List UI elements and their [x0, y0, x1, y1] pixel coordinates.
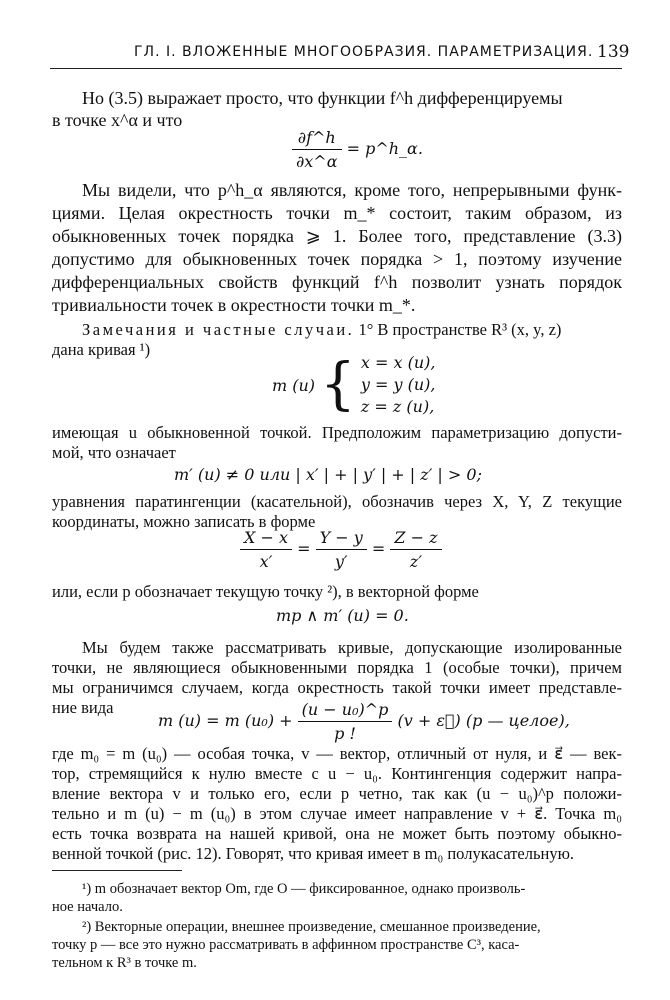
tangent-den-y: y′ [334, 552, 348, 571]
paragraph-7-line-2: тор, стремящийся к нулю вместе с u − u₀. Контингенция содержит напра- [52, 764, 622, 783]
footnote-rule [52, 870, 182, 871]
tangent-fraction-y [316, 528, 367, 571]
formula-vector-tangent: mp ∧ m′ (u) = 0. [276, 606, 409, 625]
paragraph-6-line-2: точки, не являющиеся обыкновенными порядка 1 (особые точки), причем [52, 658, 622, 677]
paragraph-6-line-3: мы ограничимся случаем, когда окрестность такой точки имеет представле- [52, 678, 622, 697]
system-row-y: y = y (u), [360, 375, 436, 394]
paragraph-7-line-5: есть точка возврата на нашей кривой, она не может быть поэтому обыкно- [52, 824, 622, 843]
footnote-2-line-2: точку p — все это нужно рассматривать в аффинном пространстве C³, каса- [52, 937, 520, 953]
chapter-title: ГЛ. I. ВЛОЖЕННЫЕ МНОГООБРАЗИЯ. ПАРАМЕТРИЗАЦИЯ. [134, 44, 594, 60]
footnote-1-line-2: ное начало. [52, 899, 123, 915]
singular-numerator: (u − u₀)^p [298, 700, 393, 722]
header-rule [50, 68, 622, 69]
paragraph-7-line-1: где m₀ = m (u₀) — особая точка, v — вектор, отличный от нуля, и ε⃗ — век- [52, 744, 622, 763]
tangent-fraction-x [240, 528, 292, 571]
paragraph-5-line-1: или, если p обозначает текущую точку ²), в векторной форме [52, 582, 479, 601]
page-number: 139 [597, 42, 630, 62]
tangent-fraction-z [390, 528, 441, 571]
system-row-z: z = z (u), [360, 397, 435, 416]
paragraph-4-line-2: координаты, можно записать в форме [52, 512, 316, 531]
system-rows [361, 352, 436, 418]
paragraph-4-line-1: уравнения паратингенции (касательной), обозначив через X, Y, Z текущие [52, 492, 622, 511]
formula-partial-derivative [292, 128, 423, 171]
paragraph-3-line-2: мой, что означает [52, 443, 176, 462]
remarks-line-1 [82, 320, 622, 340]
tangent-den-z: z′ [409, 552, 422, 571]
paragraph-2-line-6: тривиальности точек в окрестности точки m_*. [52, 295, 416, 315]
singular-rhs: (v + ε⃗) (p — целое), [397, 711, 570, 730]
paragraph-2-line-1: Мы видели, что p^h_α являются, кроме того, непрерывными функ- [82, 180, 622, 200]
formula-parametrization-condition: m′ (u) ≠ 0 или | x′ | + | y′ | + | z′ | > 0; [174, 465, 482, 484]
paragraph-1-line-2: в точке x^α и что [52, 110, 183, 130]
formula-tangent-line [240, 528, 442, 571]
singular-lhs: m (u) = m (u₀) + [158, 711, 293, 730]
paragraph-2-line-5: дифференциальных свойств функций f^h позволит узнать порядок [52, 272, 622, 292]
tangent-num-z: Z − z [390, 528, 441, 550]
paragraph-1-line-1: Но (3.5) выражает просто, что функции f^h дифференцируемы [82, 88, 563, 108]
remarks-line-2: дана кривая ¹) [52, 340, 151, 359]
remarks-heading: Замечания и частные случаи. [82, 320, 355, 339]
paragraph-2-line-2: циями. Целая окрестность точки m_* состоит, таким образом, из [52, 203, 622, 223]
system-lhs: m (u) [272, 375, 316, 395]
tangent-eq-1: = [297, 539, 311, 558]
tangent-num-y: Y − y [316, 528, 367, 550]
formula-numerator: ∂f^h [292, 128, 342, 150]
formula-rhs: = p^h_α. [346, 139, 423, 158]
tangent-eq-2: = [371, 539, 386, 558]
remarks-line-1-rest: 1° В пространстве R³ (x, y, z) [358, 320, 562, 339]
paragraph-3-line-1: имеющая u обыкновенной точкой. Предположим параметризацию допусти- [52, 423, 622, 442]
paragraph-7-line-3: вление вектора v и только его, если p четно, так как (u − u₀)^p положи- [52, 784, 622, 803]
singular-fraction [298, 700, 393, 743]
footnote-1-line-1: ¹) m обозначает вектор Om, где O — фиксированное, однако произволь- [82, 881, 526, 897]
system-row-x: x = x (u), [360, 353, 436, 372]
system-brace: { [320, 352, 356, 417]
paragraph-7-line-4: тельно и m (u) − m (u₀) в этом случае имеет направление v + ε⃗. Точка m₀ [52, 804, 622, 823]
formula-singular-point [158, 700, 570, 743]
running-header [0, 42, 670, 70]
paragraph-6-line-4: ние вида [52, 698, 114, 717]
singular-denominator: p ! [334, 724, 356, 743]
footnote-2-line-3: тельном к R³ в точке m. [52, 955, 197, 971]
formula-fraction [292, 128, 342, 171]
footnote-2-line-1: ²) Векторные операции, внешнее произведение, смешанное произведение, [82, 919, 541, 935]
formula-curve-system [272, 352, 436, 418]
paragraph-2-line-3: обыкновенных точек порядка ⩾ 1. Более того, представление (3.3) [52, 226, 622, 246]
tangent-num-x: X − x [240, 528, 292, 550]
formula-denominator: ∂x^α [296, 152, 338, 171]
tangent-den-x: x′ [259, 552, 273, 571]
paragraph-2-line-4: допустимо для обыкновенных точек порядка > 1, поэтому изучение [52, 249, 622, 269]
paragraph-7-line-6: венной точкой (рис. 12). Говорят, что кривая имеет в m₀ полукасательную. [52, 844, 575, 863]
paragraph-6-line-1: Мы будем также рассматривать кривые, допускающие изолированные [82, 638, 622, 657]
